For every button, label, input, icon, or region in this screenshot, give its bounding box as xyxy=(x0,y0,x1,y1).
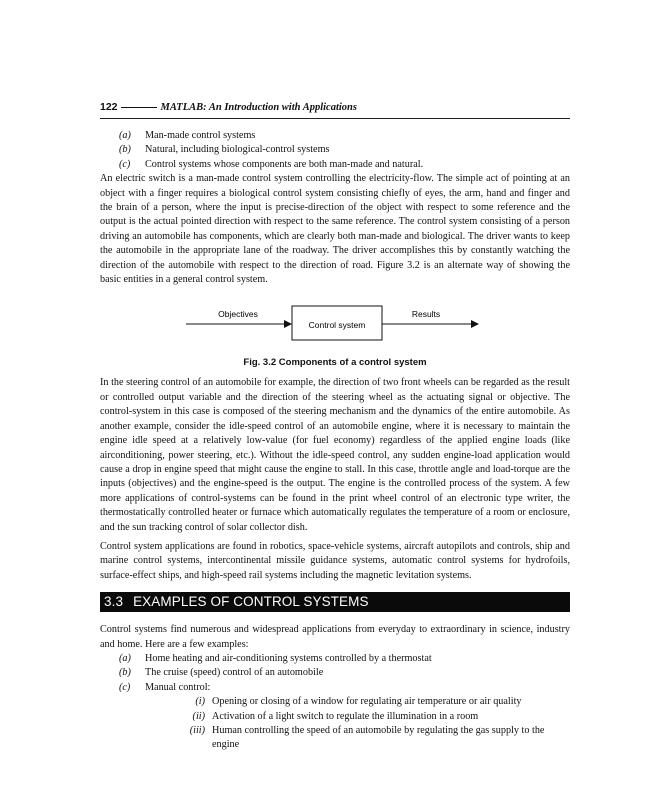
intro-list xyxy=(100,129,570,172)
figure-3-2 xyxy=(100,290,570,356)
section-title: EXAMPLES OF CONTROL SYSTEMS xyxy=(133,594,369,610)
page-number: 122 xyxy=(100,101,118,113)
sublist-item-label: (ii) xyxy=(192,710,205,722)
list-item-text: Control systems whose components are both man-made and natural. xyxy=(145,158,424,170)
sublist-item xyxy=(145,724,570,753)
list-item xyxy=(100,158,570,172)
list-item-text: Home heating and air-conditioning systems controlled by a thermostat xyxy=(145,652,432,664)
list-item-text: Natural, including biological-control systems xyxy=(145,144,330,156)
list-item-label: (c) xyxy=(119,158,131,170)
list-item-label: (a) xyxy=(119,130,131,141)
header-divider xyxy=(100,118,570,119)
section-number: 3.3 xyxy=(104,594,124,610)
paragraph-applications: Control system applications are found in robotics, space-vehicle systems, aircraft autopilots and controls, ship and marine control systems, intercontinental missile guidance systems, automatic control systems for hydrofoils, surface-effect ships, and high-speed rail systems including the magnetic levitation systems. xyxy=(100,540,570,581)
list-item xyxy=(100,681,570,753)
sublist-item xyxy=(145,710,570,724)
list-item xyxy=(100,652,570,666)
running-head xyxy=(100,100,570,115)
manual-control-sublist xyxy=(145,695,570,753)
list-item-label: (b) xyxy=(119,144,131,156)
book-title: MATLAB: An Introduction with Applications xyxy=(160,102,357,113)
control-system-label: Control system xyxy=(308,320,366,331)
list-item-label: (a) xyxy=(119,652,131,664)
paragraph-electric-switch: An electric switch is a man-made control system controlling the electricity-flow. The simple act of pointing at an object with a finger requires a biological control system consisting chiefly of eyes, the arm, hand and finger and the brain of a person, where the input is precise-direction of the object with respect to some reference and the output is the actual pointed direction with respect to the same reference. The control system consisting of a person driving an automobile has components, which are clearly both man-made and biological. The driver wants to keep the automobile in the appropriate lane of the roadway. The driver accomplishes this by constantly watching the direction of the automobile with respect to the direction of road. Figure 3.2 is an alternate way of showing the basic entities in a general control system. xyxy=(100,173,570,286)
sublist-item-text: Human controlling the speed of an automobile by regulating the gas supply to the engine xyxy=(212,725,545,751)
list-item-label: (c) xyxy=(119,681,131,693)
list-item-text: The cruise (speed) control of an automobile xyxy=(145,667,324,679)
list-item-label: (b) xyxy=(119,667,131,679)
paragraph-examples-intro: Control systems find numerous and widespread applications from everyday to extraordinary in science, industry and home. Here are a few examples: xyxy=(100,624,570,650)
control-system-diagram xyxy=(100,290,570,356)
list-item-text: Man-made control systems xyxy=(145,130,256,141)
list-item-text: Manual control: xyxy=(145,681,211,693)
sublist-item xyxy=(145,695,570,709)
results-label: Results xyxy=(411,309,441,320)
sublist-item-text: Activation of a light switch to regulate the illumination in a room xyxy=(212,710,479,722)
sublist-item-label: (iii) xyxy=(189,725,205,736)
list-item xyxy=(100,143,570,157)
list-item xyxy=(100,129,570,143)
sublist-item-label: (i) xyxy=(195,696,205,708)
paragraph-steering-control: In the steering control of an automobile for example, the direction of two front wheels can be regarded as the result or controlled output variable and the direction of the steering wheel as the actuating signal or objective. The control-system in this case is composed of the steering mechanism and the dynamics of the entire automobile. As another example, consider the idle-speed control of an automobile engine, where it is necessary to maintain the engine idle speed at a relatively low-value (for fuel economy) regardless of the applied engine loads (like airconditioning, power steering, etc.). Without the idle-speed control, any sudden engine-load application would cause a drop in engine speed that might cause the engine to stall. In this case, throttle angle and load-torque are the inputs (objectives) and the engine-speed is the output. The engine is the controlled process of the system. A few more applications of control-systems can be found in the print wheel control of an electronic type writer, the thermostatically controlled heater or furnace which automatically regulates the temperature of a room or enclosure, and the sun tracking control of solar collector dish. xyxy=(100,377,570,533)
section-heading xyxy=(100,592,570,612)
running-head-rule xyxy=(121,107,157,108)
page-body xyxy=(100,129,570,753)
objectives-label: Objectives xyxy=(218,309,258,320)
figure-caption: Fig. 3.2 Components of a control system xyxy=(243,357,427,369)
examples-list xyxy=(100,652,570,753)
list-item xyxy=(100,666,570,680)
sublist-item-text: Opening or closing of a window for regulating air temperature or air quality xyxy=(212,696,522,708)
